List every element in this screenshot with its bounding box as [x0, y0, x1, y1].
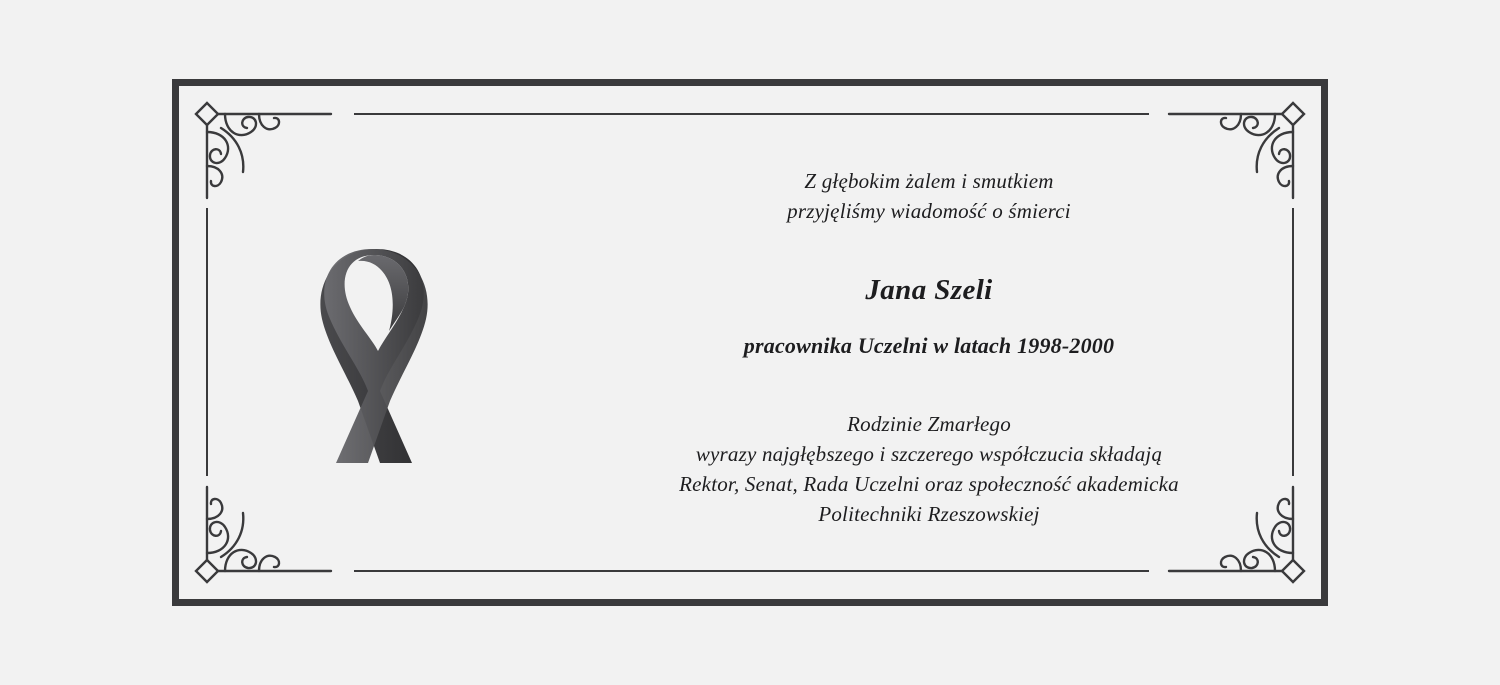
condolences-line-2: wyrazy najgłębszego i szczerego współczucia składają [695, 442, 1163, 466]
inner-rule-bottom [354, 570, 1149, 572]
obituary-notice-card [172, 79, 1328, 606]
mourning-ribbon-icon [284, 241, 464, 471]
notice-text [579, 166, 1279, 529]
inner-rule-top [354, 113, 1149, 115]
ornament-corner-top-left-icon [191, 98, 341, 208]
intro-line-1: Z głębokim żalem i smutkiem [804, 169, 1054, 193]
ornament-corner-bottom-left-icon [191, 477, 341, 587]
inner-rule-left [206, 208, 208, 476]
deceased-name: Jana Szeli [865, 274, 993, 306]
intro-line-2: przyjęliśmy wiadomość o śmierci [787, 199, 1071, 223]
condolences-text [579, 409, 1279, 529]
intro-text [579, 166, 1279, 226]
deceased-role: pracownika Uczelni w latach 1998-2000 [743, 333, 1115, 358]
condolences-line-3: Rektor, Senat, Rada Uczelni oraz społeczność akademicka [679, 472, 1179, 496]
inner-rule-right [1292, 208, 1294, 476]
condolences-line-4: Politechniki Rzeszowskiej [818, 502, 1040, 526]
condolences-line-1: Rodzinie Zmarłego [847, 412, 1011, 436]
